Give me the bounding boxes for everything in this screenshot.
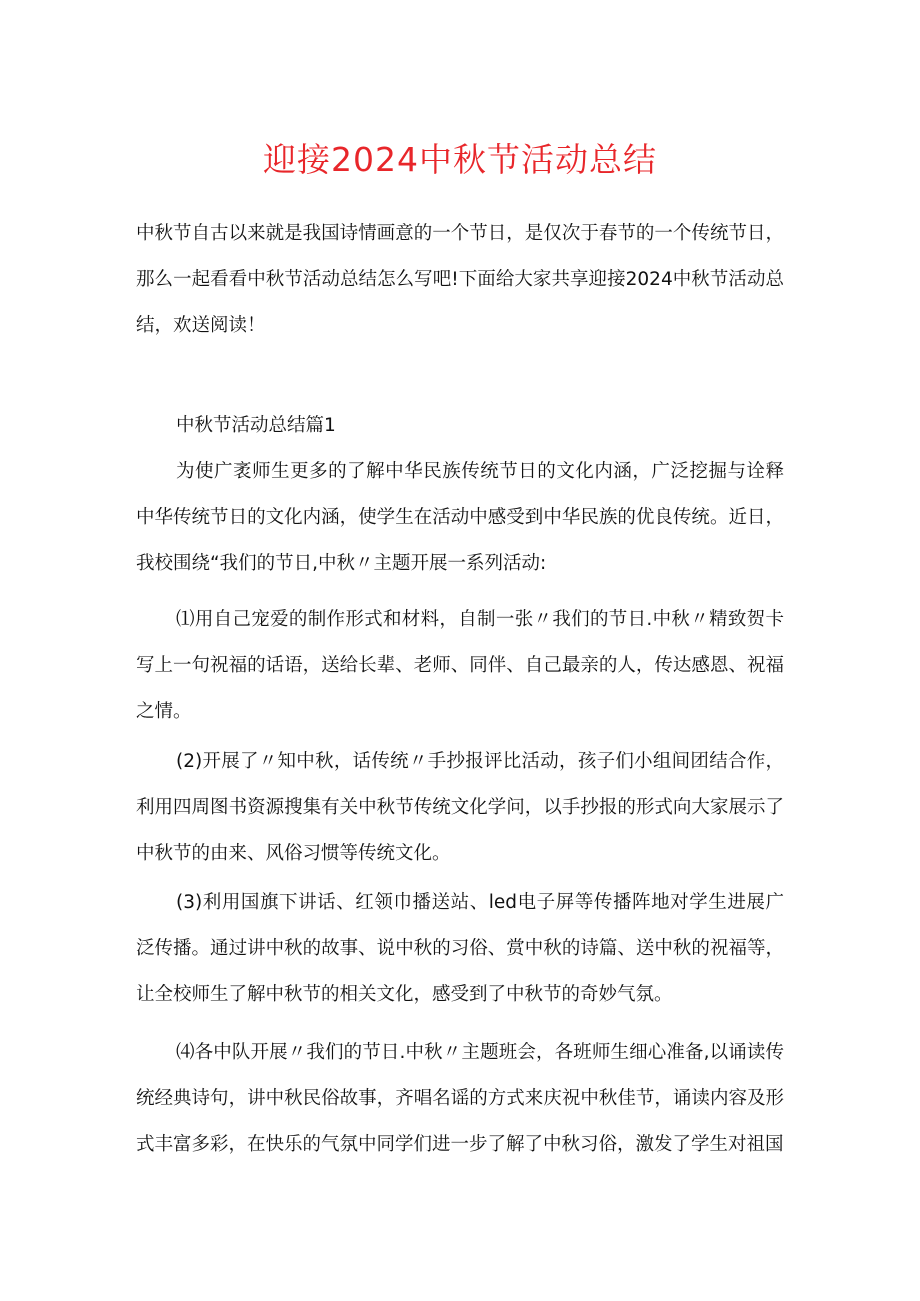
body-paragraph-4: (3)利用国旗下讲话、红领巾播送站、led电子屏等传播阵地对学生进展广泛传播。通过讲中秋的故事、说中秋的习俗、赏中秋的诗篇、送中秋的祝福等，让全校师生了解中秋节的相关文化，感受到了中秋节的奇妙气氛。 [136,892,784,1005]
body-paragraph-1: 为使广袤师生更多的了解中华民族传统节日的文化内涵，广泛挖掘与诠释中华传统节日的文化内涵，使学生在活动中感受到中华民族的优良传统。近日，我校围绕“我们的节日,中秋〃主题开展一系列活动: [136,461,784,574]
body-paragraph-3: (2)开展了〃知中秋，话传统〃手抄报评比活动，孩子们小组间团结合作，利用四周图书资源搜集有关中秋节传统文化学问，以手抄报的形式向大家展示了中秋节的由来、风俗习惯等传统文化。 [136,751,784,864]
body-paragraph-2: ⑴用自己宠爱的制作形式和材料，自制一张〃我们的节日.中秋〃精致贺卡写上一句祝福的话语，送给长辈、老师、同伴、自己最亲的人，传达感恩、祝福之情。 [136,609,784,722]
intro-paragraph: 中秋节自古以来就是我国诗情画意的一个节日，是仅次于春节的一个传统节日，那么一起看看中秋节活动总结怎么写吧!下面给大家共享迎接2024中秋节活动总结，欢送阅读！ [136,223,784,336]
body-paragraph-5: ⑷各中队开展〃我们的节日.中秋〃主题班会，各班师生细心准备,以诵读传统经典诗句，讲中秋民俗故事，齐唱名谣的方式来庆祝中秋佳节，诵读内容及形式丰富多彩，在快乐的气氛中同学们进一步了解了中秋习俗，激发了学生对祖国 [136,1042,784,1155]
section-heading: 中秋节活动总结篇1 [176,415,336,436]
page-title: 迎接2024中秋节活动总结 [263,140,657,179]
